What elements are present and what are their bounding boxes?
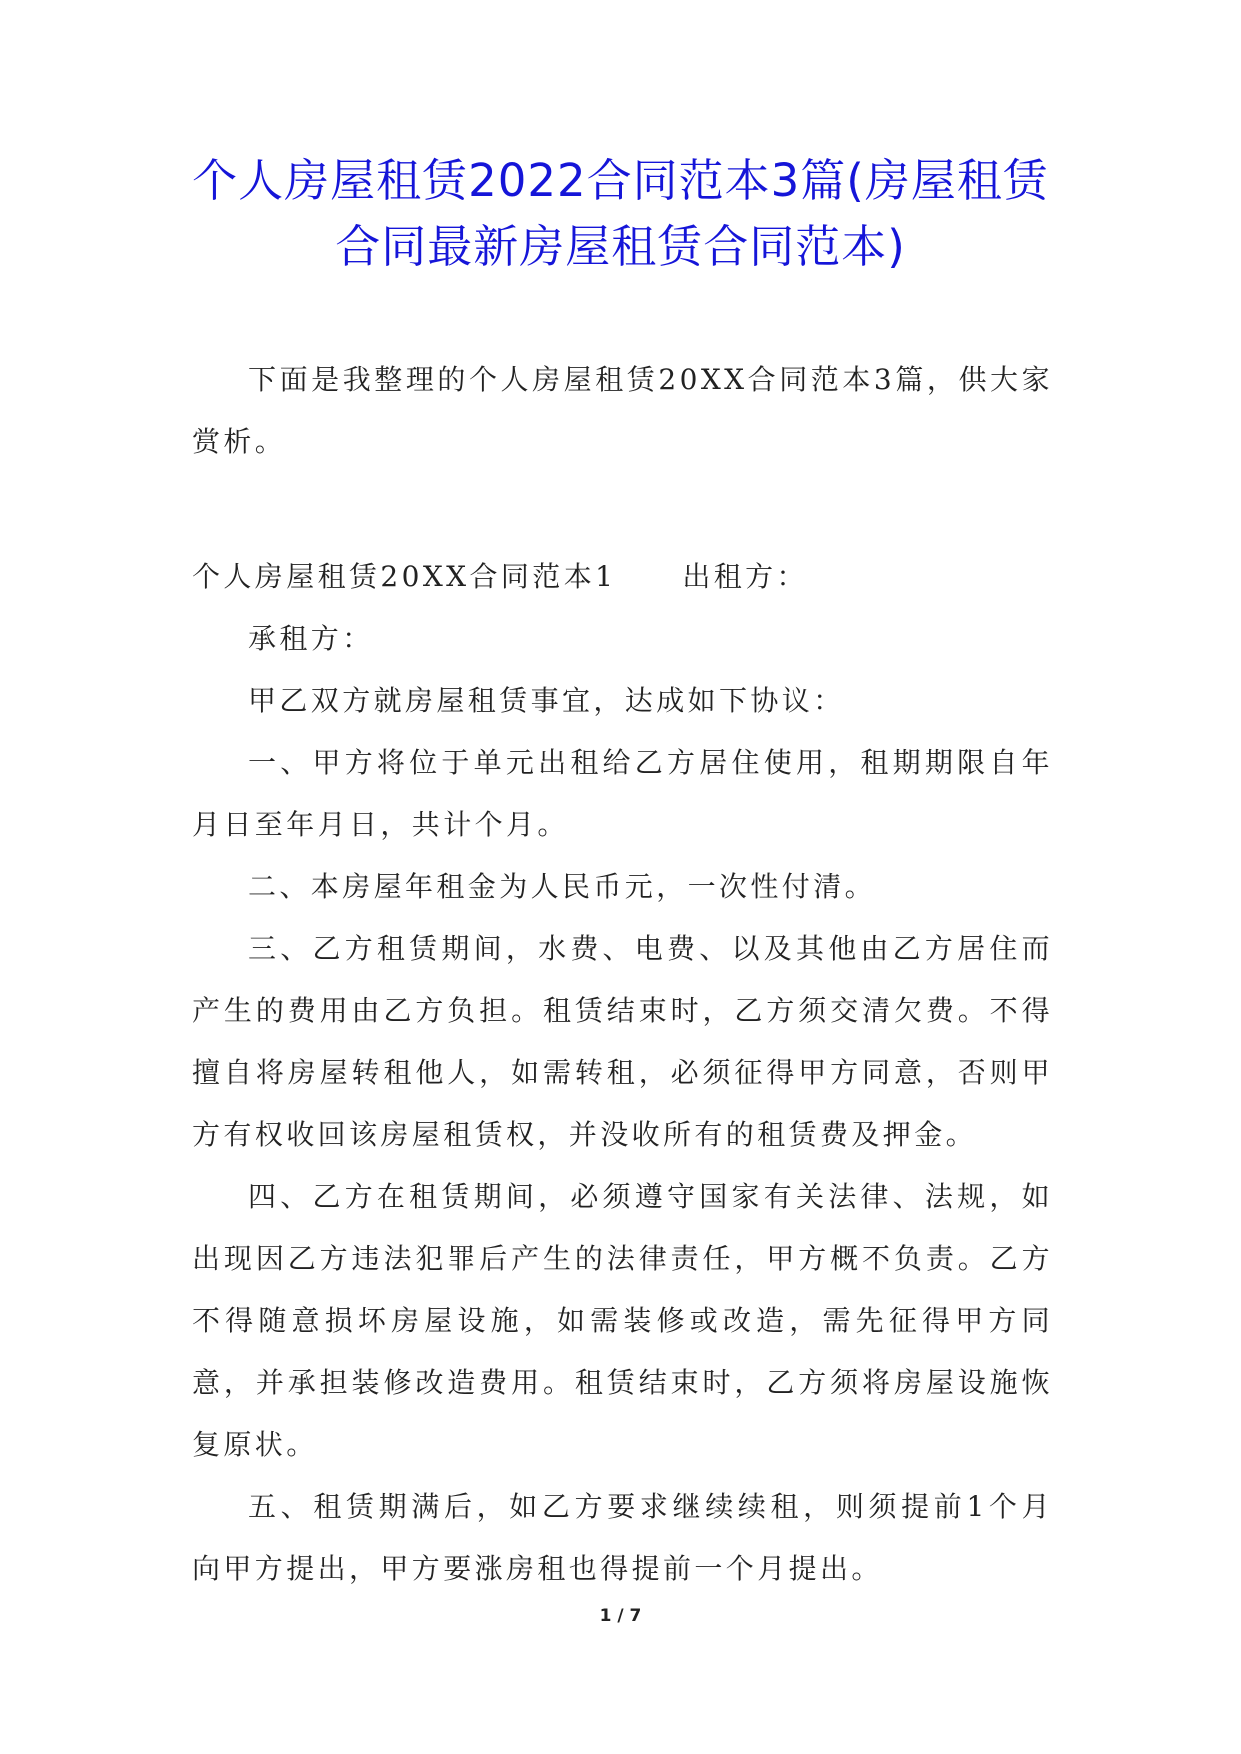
- agreement-intro: 甲乙双方就房屋租赁事宜，达成如下协议：: [248, 684, 845, 717]
- contract-heading-line: [192, 546, 1053, 608]
- clause-4: 四、乙方在租赁期间，必须遵守国家有关法律、法规，如出现因乙方违法犯罪后产生的法律责任，甲方概不负责。乙方不得随意损坏房屋设施，如需装修或改造，需先征得甲方同意，并承担装修改造费用。租赁结束时，乙方须将房屋设施恢复原状。: [192, 1180, 1053, 1461]
- document-title: [150, 148, 1091, 280]
- clause-3: 三、乙方租赁期间，水费、电费、以及其他由乙方居住而产生的费用由乙方负担。租赁结束时，乙方须交清欠费。不得擅自将房屋转租他人，如需转租，必须征得甲方同意，否则甲方有权收回该房屋租赁权，并没收所有的租赁费及押金。: [192, 932, 1053, 1151]
- intro-paragraph: 下面是我整理的个人房屋租赁20XX合同范本3篇，供大家赏析。: [192, 363, 1053, 458]
- clause-2: 二、本房屋年租金为人民币元，一次性付清。: [248, 870, 877, 903]
- clause-1: 一、甲方将位于单元出租给乙方居住使用，租期期限自年月日至年月日，共计个月。: [192, 746, 1053, 841]
- contract-heading: 个人房屋租赁20XX合同范本1: [192, 560, 617, 593]
- lessee-label: 承租方：: [248, 622, 374, 655]
- clause-5: 五、租赁期满后，如乙方要求继续续租，则须提前1个月向甲方提出，甲方要涨房租也得提前一个月提出。: [192, 1490, 1053, 1585]
- title-line-2: 合同最新房屋租赁合同范本): [335, 220, 906, 273]
- intro-section: [192, 349, 1053, 473]
- title-line-1: 个人房屋租赁2022合同范本3篇(房屋租赁: [192, 154, 1049, 207]
- contract-body: [192, 546, 1053, 1600]
- lessor-label: 出租方：: [682, 560, 808, 593]
- page-number: 1 / 7: [599, 1606, 642, 1626]
